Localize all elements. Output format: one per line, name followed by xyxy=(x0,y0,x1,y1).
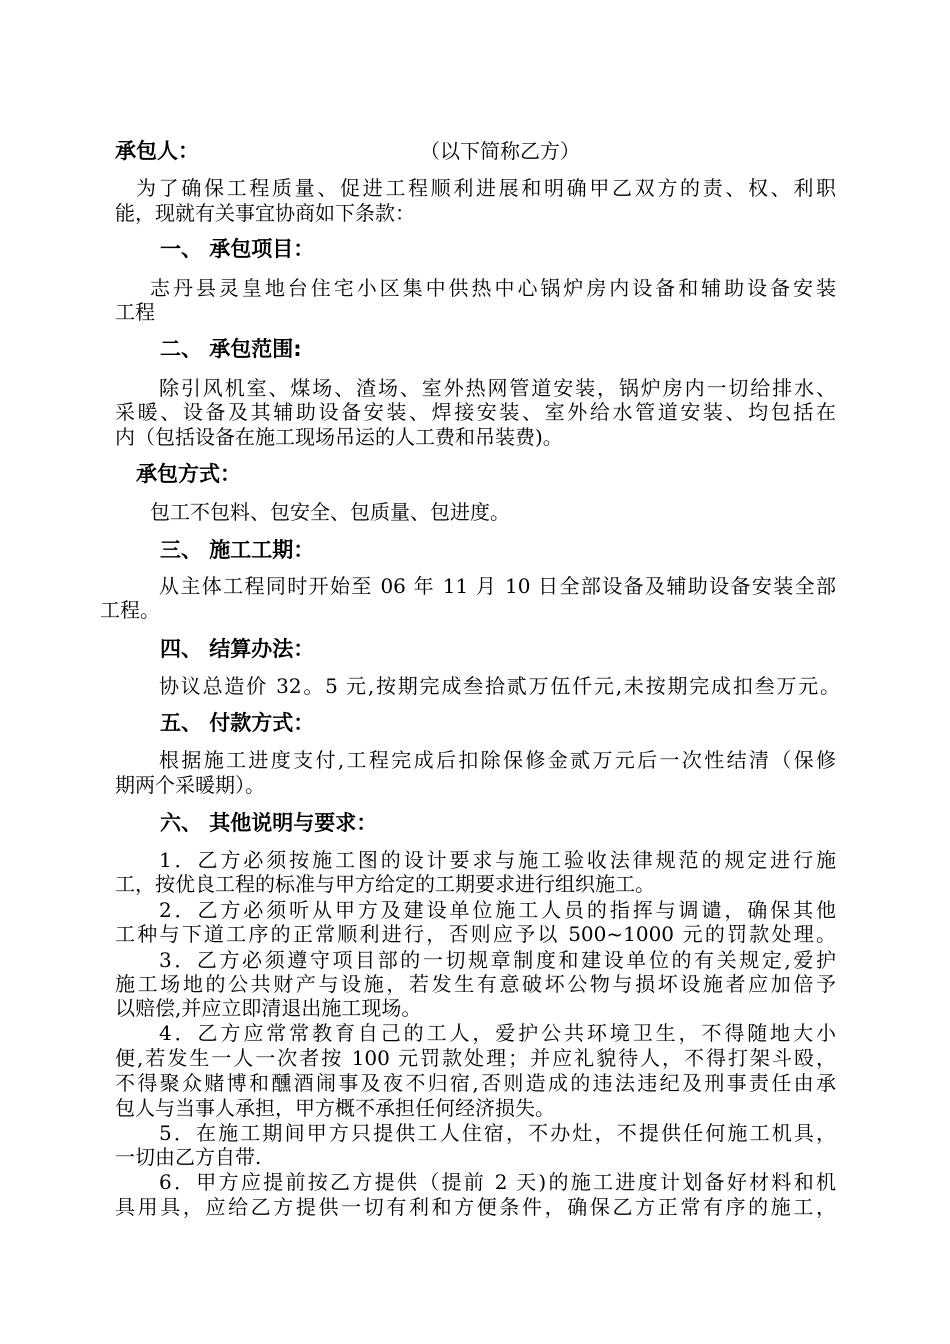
section-1-heading: 一、 承包项目： xyxy=(160,237,315,261)
section-6-line-11: 包人与当事人承担，甲方概不承担任何经济损失。 xyxy=(115,1096,555,1120)
section-6-line-8: 4．乙方应常常教育自己的工人，爱护公共环境卫生，不得随地大小 xyxy=(159,1021,836,1045)
section-3-heading: 三、 施工工期： xyxy=(160,538,315,562)
section-5-line-2: 期两个采暖期）。 xyxy=(115,773,265,797)
section-2-line-1: 除引风机室、煤场、渣场、室外热网管道安装，锅炉房内一切给排水、 xyxy=(159,376,836,400)
section-6-line-6: 施工场地的公共财产与设施，若发生有意破坏公物与损坏设施者应加倍予 xyxy=(115,972,836,996)
section-3-line-2: 工程。 xyxy=(100,598,160,622)
section-1-line-1: 志丹县灵皇地台住宅小区集中供热中心锅炉房内设备和辅助设备安装 xyxy=(150,276,836,300)
contractor-note: （以下简称乙方） xyxy=(420,139,580,163)
section-5-line-1: 根据施工进度支付,工程完成后扣除保修金贰万元后一次性结清（保修 xyxy=(159,748,836,772)
section-6-line-14: 6．甲方应提前按乙方提供（提前 2 天)的施工进度计划备好材料和机 xyxy=(159,1170,836,1194)
section-2b-heading: 承包方式： xyxy=(136,462,241,486)
intro-line-2: 能，现就有关事宜协商如下条款： xyxy=(115,201,415,225)
section-6-line-7: 以赔偿,并应立即清退出施工现场。 xyxy=(115,996,422,1020)
section-6-line-4: 工种与下道工序的正常顺利进行，否则应予以 500~1000 元的罚款处理。 xyxy=(115,922,836,946)
intro-line-1: 为了确保工程质量、促进工程顺利进展和明确甲乙双方的责、权、利职 xyxy=(136,176,836,200)
section-1-line-2: 工程 xyxy=(115,300,155,324)
section-2b-line-1: 包工不包料、包安全、包质量、包进度。 xyxy=(150,500,510,524)
section-4-line-1: 协议总造价 32。5 元,按期完成叁拾贰万伍仟元,未按期完成扣叁万元。 xyxy=(159,674,840,698)
section-6-line-1: 1．乙方必须按施工图的设计要求与施工验收法律规范的规定进行施 xyxy=(159,848,836,872)
section-6-line-15: 具用具，应给乙方提供一切有利和方便条件，确保乙方正常有序的施工， xyxy=(115,1195,836,1219)
section-2-line-3: 内（包括设备在施工现场吊运的人工费和吊装费)。 xyxy=(115,425,563,449)
section-6-line-13: 一切由乙方自带. xyxy=(115,1145,262,1169)
section-4-heading: 四、 结算办法： xyxy=(160,637,315,661)
section-6-line-10: 不得聚众赌博和醺酒闹事及夜不归宿,否则造成的违法违纪及刑事责任由承 xyxy=(115,1071,836,1095)
section-3-line-1: 从主体工程同时开始至 06 年 11 月 10 日全部设备及辅助设备安装全部 xyxy=(159,574,836,598)
section-6-line-3: 2．乙方必须听从甲方及建设单位施工人员的指挥与调谴，确保其他 xyxy=(159,898,836,922)
section-6-heading: 六、 其他说明与要求： xyxy=(160,811,378,835)
section-6-line-2: 工，按优良工程的标准与甲方给定的工期要求进行组织施工。 xyxy=(115,872,655,896)
section-6-line-5: 3．乙方必须遵守项目部的一切规章制度和建设单位的有关规定,爱护 xyxy=(159,948,836,972)
section-2-line-2: 采暖、设备及其辅助设备安装、焊接安装、室外给水管道安装、均包括在 xyxy=(115,400,836,424)
contractor-label: 承包人： xyxy=(115,139,199,163)
section-2-heading: 二、 承包范围: xyxy=(160,337,302,361)
section-6-line-9: 便,若发生一人一次者按 100 元罚款处理；并应礼貌待人，不得打架斗殴， xyxy=(115,1046,836,1070)
section-5-heading: 五、 付款方式： xyxy=(160,711,315,735)
section-6-line-12: 5．在施工期间甲方只提供工人住宿，不办灶，不提供任何施工机具， xyxy=(159,1121,836,1145)
